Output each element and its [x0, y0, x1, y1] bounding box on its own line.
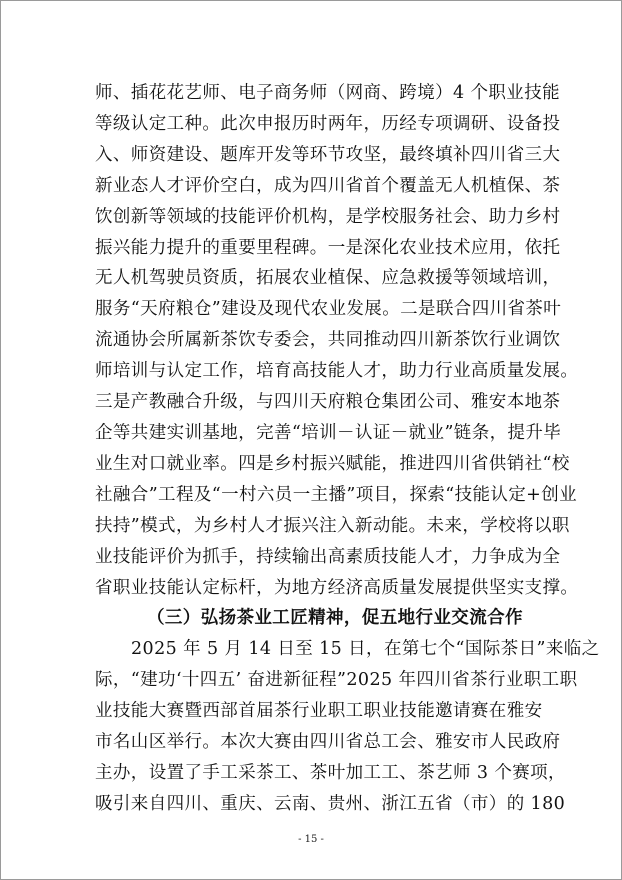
text-line: 饮创新等领域的技能评价机构，是学校服务社会、助力乡村: [95, 206, 561, 227]
text-line: 市名山区举行。本次大赛由四川省总工会、雅安市人民政府: [95, 732, 561, 753]
page-number: - 15 -: [298, 834, 324, 845]
text-line: 流通协会所属新茶饮专委会，共同推动四川新茶饮行业调饮: [95, 330, 561, 351]
text-line: 2025 年 5 月 14 日至 15 日，在第七个“国际茶日”来临之: [131, 639, 600, 660]
document-body: [95, 78, 600, 820]
text-line: 企等共建实训基地，完善“培训－认证－就业”链条，提升毕: [95, 422, 562, 443]
text-line: 服务“天府粮仓”建设及现代农业发展。二是联合四川省茶叶: [95, 299, 562, 320]
text-line: 振兴能力提升的重要里程碑。一是深化农业技术应用，依托: [95, 237, 561, 258]
text-line: 主办，设置了手工采茶工、茶叶加工工、茶艺师 3 个赛项，: [95, 762, 566, 783]
text-line: 等级认定工种。此次申报历时两年，历经专项调研、设备投: [95, 113, 561, 134]
text-line: 吸引来自四川、重庆、云南、贵州、浙江五省（市）的 180: [95, 793, 566, 814]
text-line: 社融合”工程及“一村六员一主播”项目，探索“技能认定+创业: [95, 484, 578, 505]
section-heading: （三）弘扬茶业工匠精神，促五地行业交流合作: [147, 608, 523, 629]
text-line: 省职业技能认定标杆，为地方经济高质量发展提供坚实支撑。: [95, 577, 579, 598]
text-line: 师、插花花艺师、电子商务师（网商、跨境）4 个职业技能: [95, 83, 560, 103]
text-line: 入、师资建设、题库开发等环节攻坚，最终填补四川省三大: [95, 144, 561, 165]
text-line: 师培训与认定工作，培育高技能人才，助力行业高质量发展。: [95, 361, 579, 382]
text-line: 业技能大赛暨西部首届茶行业职工职业技能邀请赛在雅安: [95, 701, 543, 722]
text-line: 业生对口就业率。四是乡村振兴赋能，推进四川省供销社“校: [95, 453, 570, 474]
text-line: 际，“建功‘十四五’ 奋进新征程”2025 年四川省茶行业职工职: [95, 670, 578, 691]
text-line: 无人机驾驶员资质，拓展农业植保、应急救援等领域培训，: [95, 268, 561, 289]
paragraph-skills-certification: [95, 78, 579, 603]
text-line: 扶持”模式，为乡村人才振兴注入新动能。未来，学校将以职: [95, 515, 570, 536]
text-line: 三是产教融合升级，与四川天府粮仓集团公司、雅安本地茶: [95, 392, 561, 413]
text-line: 业技能评价为抓手，持续输出高素质技能人才，力争成为全: [95, 546, 561, 567]
paragraph-tea-competition: [95, 634, 600, 819]
text-line: 新业态人才评价空白，成为四川省首个覆盖无人机植保、茶: [95, 175, 561, 196]
